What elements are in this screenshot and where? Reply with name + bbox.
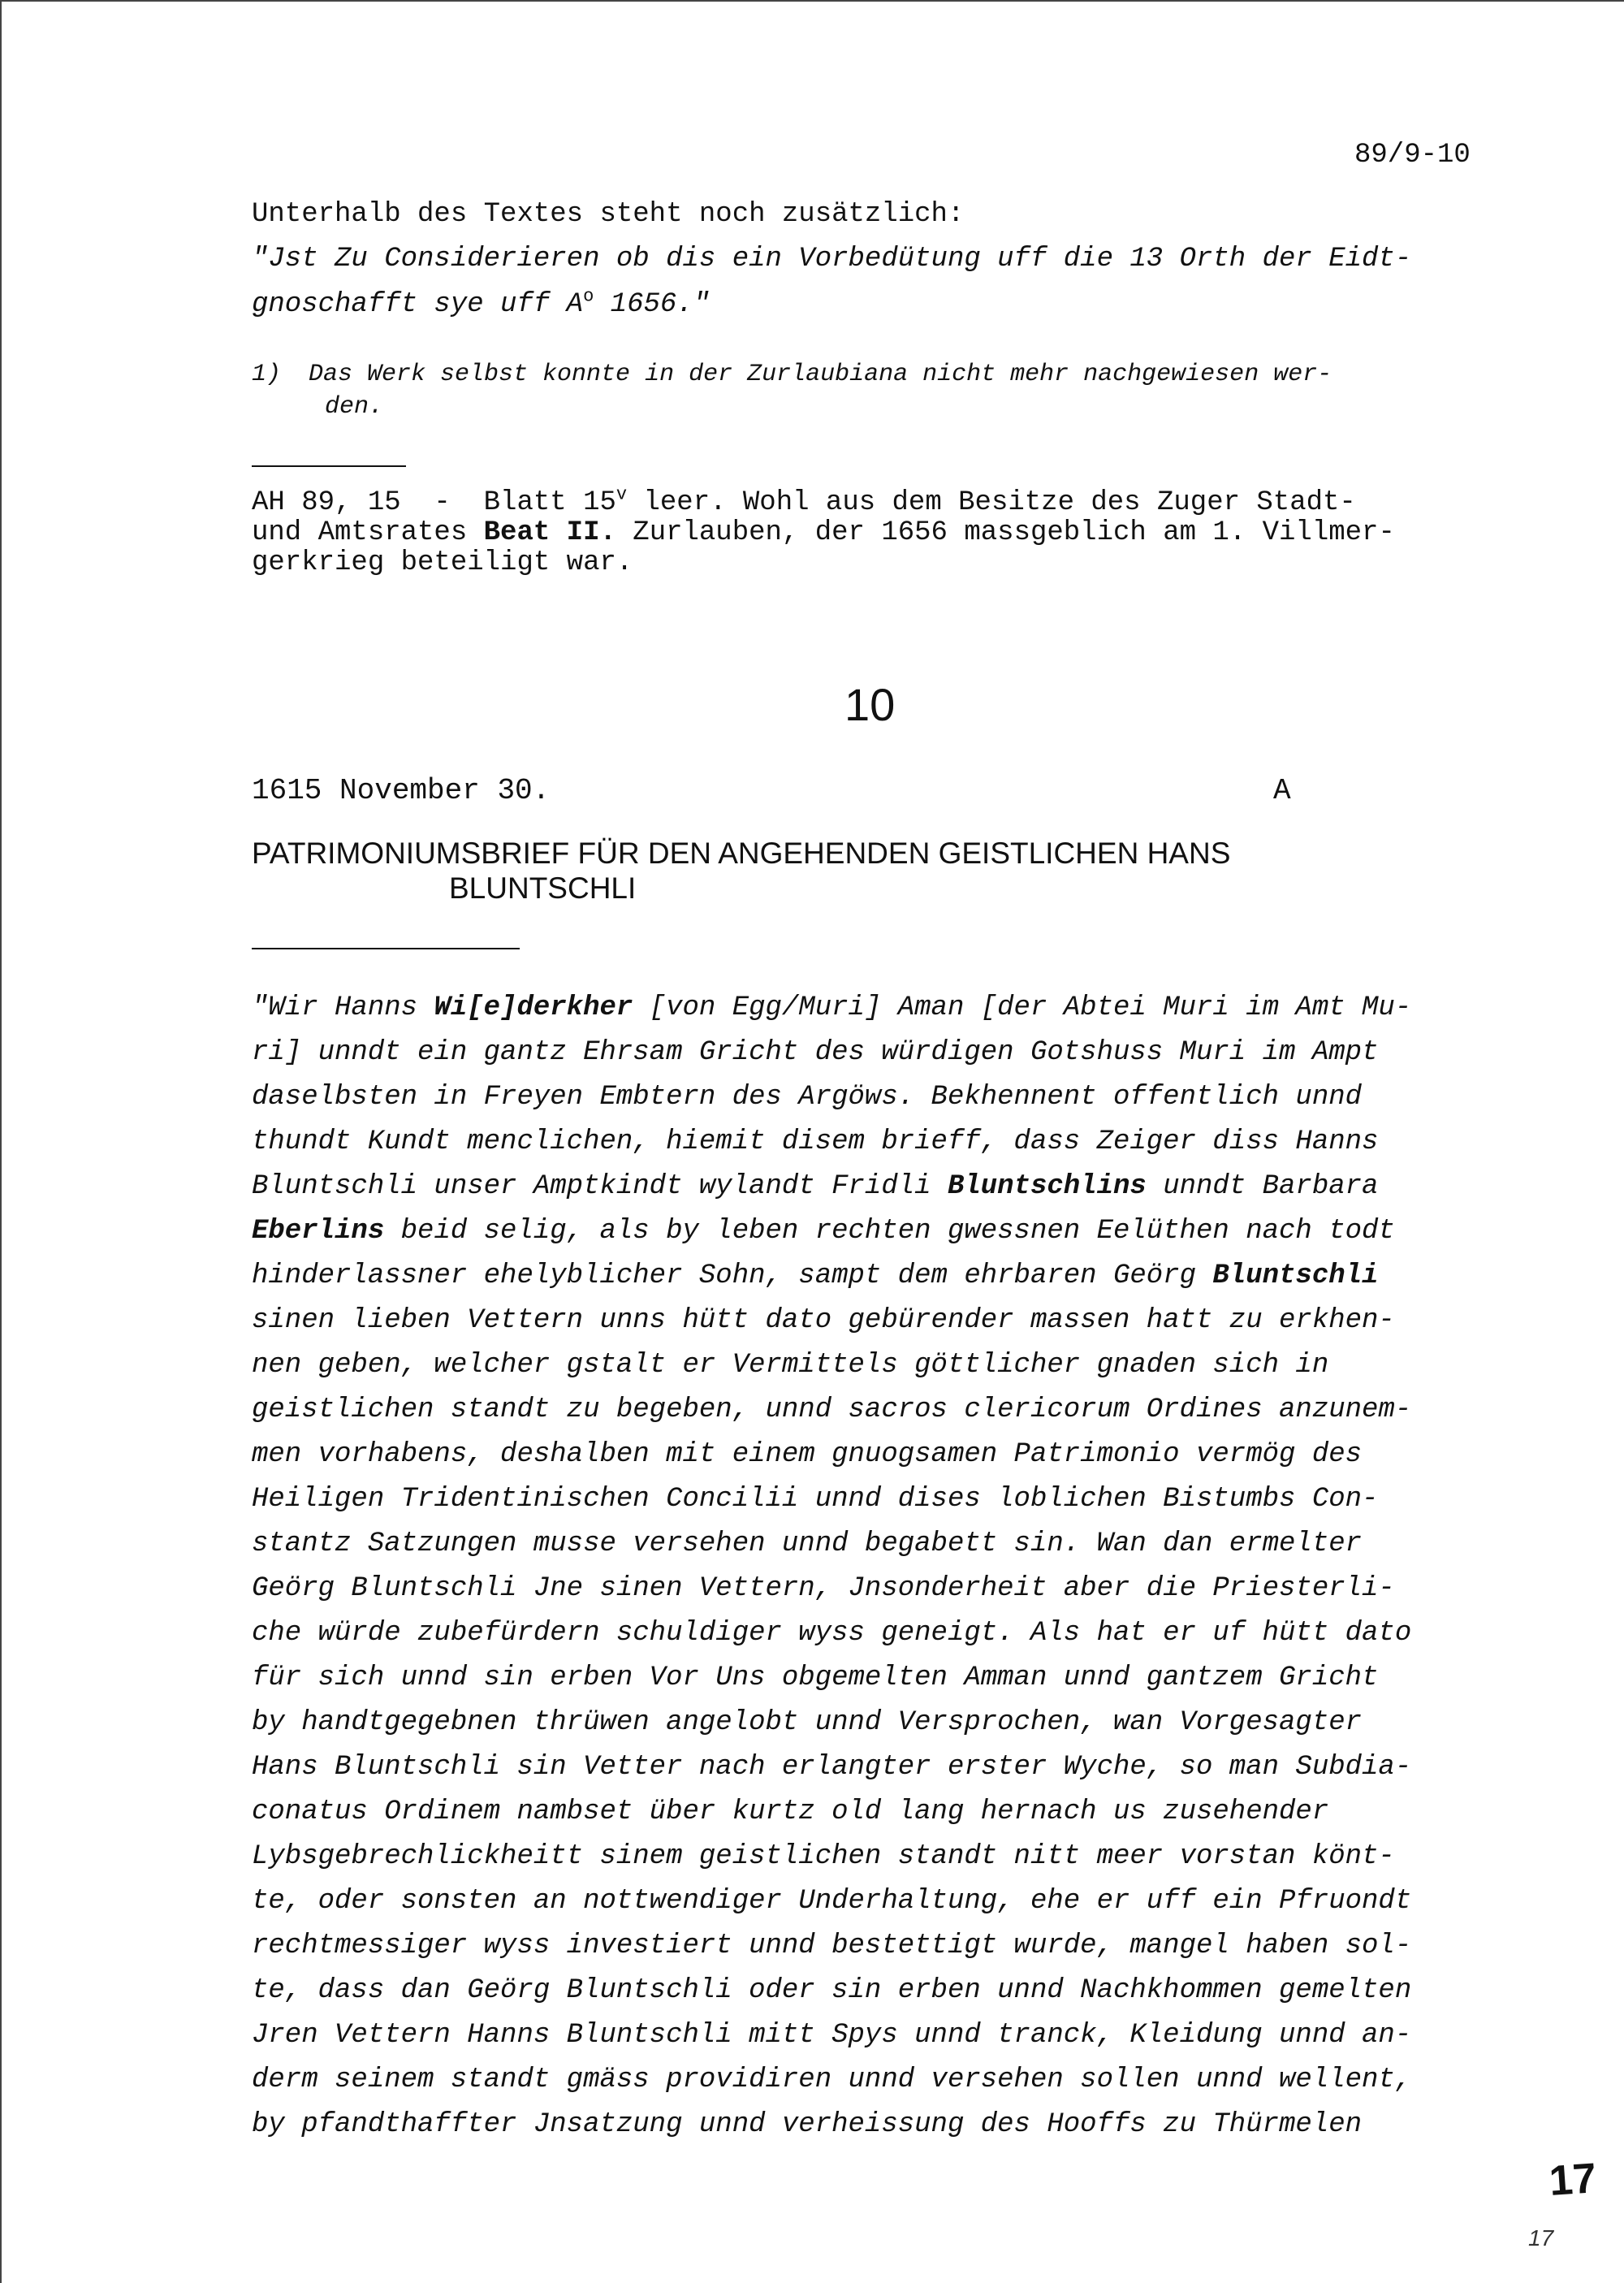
body-line-15: che würde zubefürdern schuldiger wyss geneigt. Als hat er uf hütt dato [252,1618,1412,1649]
body-line-8: sinen lieben Vettern unns hütt dato gebürender massen hatt zu erkhen- [252,1305,1395,1336]
handwritten-folio-number: 17 [1548,2155,1598,2205]
body-line-6 [252,1216,1395,1247]
source-note-name: Beat II. [483,517,616,548]
body-line-2: ri] unndt ein gantz Ehrsam Gricht des würdigen Gotshuss Muri im Ampt [252,1037,1379,1068]
body-text: hinderlassner ehelyblicher Sohn, sampt dem ehrbaren Geörg [252,1260,1213,1291]
body-line-19: conatus Ordinem nambset über kurtz old lang hernach us zusehender [252,1797,1329,1827]
body-line-23: te, dass dan Geörg Bluntschli oder sin erben unnd Nachkhommen gemelten [252,1975,1412,2006]
source-note-text: leer. Wohl aus dem Besitze des Zuger Stadt- [627,487,1356,518]
footnote-line-2: den. [325,393,384,421]
body-line-7 [252,1260,1378,1291]
footnote-line-1: Das Werk selbst konnte in der Zurlaubiana nicht mehr nachgewiesen wer- [309,361,1332,388]
body-name: Wi[e]derkher [434,992,633,1023]
entry-title-line-2: BLUNTSCHLI [449,871,637,905]
body-line-3: daselbsten in Freyen Embtern des Argöws. Bekhennent offentlich unnd [252,1082,1363,1113]
source-note-text: und Amtsrates [252,517,484,548]
source-note-text: Zurlauben, der 1656 massgeblich am 1. Villmer- [615,517,1395,548]
body-line-14: Geörg Bluntschli Jne sinen Vettern, Jnsonderheit aber die Priesterli- [252,1573,1395,1604]
body-line-10: geistlichen standt zu begeben, unnd sacros clericorum Ordines anzunem- [252,1394,1412,1425]
body-line-22: rechtmessiger wyss investiert unnd bestettigt wurde, mangel haben sol- [252,1931,1412,1961]
body-line-13: stantz Satzungen musse versehen unnd begabett sin. Wan dan ermelter [252,1528,1363,1559]
entry-title-line-1: PATRIMONIUMSBRIEF FÜR DEN ANGEHENDEN GEISTLICHEN HANS [252,837,1231,870]
body-text: "Wir Hanns [252,992,434,1023]
body-line-20: Lybsgebrechlickheitt sinem geistlichen standt nitt meer vorstan könt- [252,1841,1395,1872]
source-note-line-1 [252,484,1356,518]
intro-quote-year: 1656." [594,289,710,320]
source-note-line-2 [252,517,1395,548]
page-left-edge [0,0,2,2283]
separator-rule-1 [252,465,406,467]
body-text: beid selig, als by leben rechten gwessnen Eelüthen nach todt [384,1216,1395,1247]
intro-quote-superscript: o [583,286,594,307]
section-number: 10 [844,679,896,730]
body-line-21: te, oder sonsten an nottwendiger Underhaltung, ehe er uff ein Pfruondt [252,1886,1412,1917]
intro-line: Unterhalb des Textes steht noch zusätzlich: [252,199,965,230]
source-note-ref: AH 89, 15 - Blatt 15 [252,487,616,518]
intro-quote-text: gnoschafft sye uff A [252,289,584,320]
body-name: Bluntschli [1212,1260,1379,1291]
body-line-26: by pfandthaffter Jnsatzung unnd verheissung des Hooffs zu Thürmelen [252,2109,1363,2140]
body-line-5 [252,1171,1378,1202]
page-reference: 89/9-10 [1354,140,1471,171]
entry-type-letter: A [1273,774,1291,807]
body-line-16: für sich unnd sin erben Vor Uns obgemelten Amman unnd gantzem Gricht [252,1663,1379,1693]
body-line-11: men vorhabens, deshalben mit einem gnuogsamen Patrimonio vermög des [252,1439,1363,1470]
intro-quote-line-1: "Jst Zu Considerieren ob dis ein Vorbedütung uff die 13 Orth der Eidt- [252,244,1412,275]
source-note-line-3: gerkrieg beteiligt war. [252,547,633,578]
handwritten-folio-pencil: 17 [1528,2225,1554,2251]
footnote-marker: 1) [252,361,282,388]
entry-date: 1615 November 30. [252,774,551,807]
body-line-24: Jren Vettern Hanns Bluntschli mitt Spys unnd tranck, Kleidung unnd an- [252,2020,1412,2051]
body-line-12: Heiligen Tridentinischen Concilii unnd dises loblichen Bistumbs Con- [252,1484,1379,1515]
body-line-9: nen geben, welcher gstalt er Vermittels göttlicher gnaden sich in [252,1350,1329,1381]
separator-rule-2 [252,948,520,949]
body-text: [von Egg/Muri] Aman [der Abtei Muri im Amt Mu- [633,992,1412,1023]
source-note-superscript: v [615,484,628,505]
body-text: Bluntschli unser Amptkindt wylandt Fridli [252,1171,948,1202]
body-name: Eberlins [252,1216,385,1247]
body-line-18: Hans Bluntschli sin Vetter nach erlangter erster Wyche, so man Subdia- [252,1752,1412,1783]
body-line-4: thundt Kundt menclichen, hiemit disem brieff, dass Zeiger diss Hanns [252,1126,1379,1157]
body-line-1 [252,992,1411,1023]
intro-quote-line-2 [252,286,710,320]
body-line-25: derm seinem standt gmäss providiren unnd versehen sollen unnd wellent, [252,2065,1412,2095]
body-line-17: by handtgegebnen thrüwen angelobt unnd Versprochen, wan Vorgesagter [252,1707,1363,1738]
body-name: Bluntschlins [947,1171,1147,1202]
body-text: unndt Barbara [1146,1171,1379,1202]
page-top-edge [0,0,1624,2]
